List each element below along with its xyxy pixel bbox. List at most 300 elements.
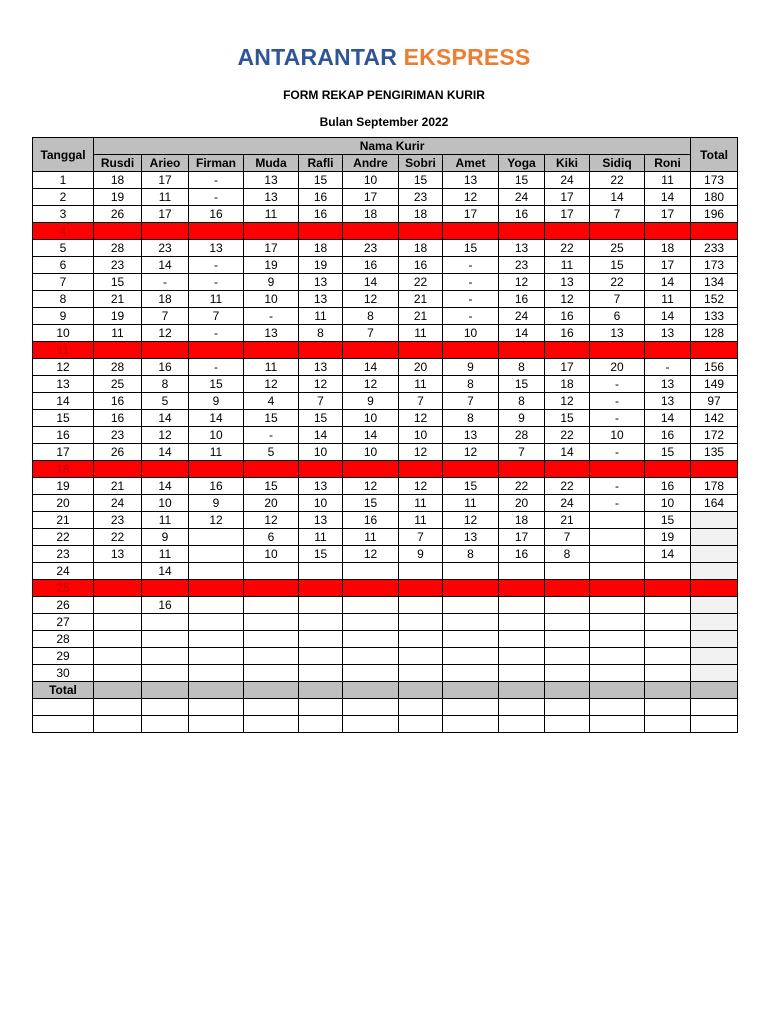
delivery-count-cell: 15 <box>443 478 499 495</box>
table-body <box>33 172 738 733</box>
courier-name-header: Rafli <box>299 155 343 172</box>
delivery-count-cell <box>189 529 244 546</box>
delivery-count-cell: 17 <box>545 359 590 376</box>
delivery-count-cell: 23 <box>343 240 399 257</box>
delivery-count-cell <box>545 563 590 580</box>
row-total-cell: 133 <box>691 308 738 325</box>
delivery-count-cell <box>142 580 189 597</box>
delivery-count-cell: 10 <box>189 427 244 444</box>
delivery-count-cell: 12 <box>343 478 399 495</box>
delivery-count-cell: 13 <box>299 512 343 529</box>
company-name-part2: EKSPRESS <box>403 44 531 70</box>
delivery-count-cell <box>244 648 299 665</box>
tanggal-header: Tanggal <box>33 138 94 172</box>
delivery-count-cell <box>499 614 545 631</box>
delivery-count-cell <box>94 461 142 478</box>
delivery-count-cell: 10 <box>299 495 343 512</box>
delivery-count-cell <box>443 580 499 597</box>
blank-cell <box>94 699 142 716</box>
delivery-count-cell <box>244 631 299 648</box>
delivery-count-cell: 14 <box>645 410 691 427</box>
delivery-count-cell <box>499 461 545 478</box>
date-cell: 13 <box>33 376 94 393</box>
form-subtitle: FORM REKAP PENGIRIMAN KURIR <box>283 88 485 102</box>
row-total-cell: 134 <box>691 274 738 291</box>
delivery-count-cell <box>443 563 499 580</box>
row-total-cell <box>691 223 738 240</box>
delivery-count-cell: 12 <box>244 376 299 393</box>
blank-cell <box>691 699 738 716</box>
delivery-count-cell: - <box>590 478 645 495</box>
delivery-count-cell: 22 <box>399 274 443 291</box>
delivery-count-cell: 17 <box>545 189 590 206</box>
delivery-count-cell <box>94 631 142 648</box>
delivery-count-cell: 12 <box>443 189 499 206</box>
delivery-count-cell: 11 <box>399 376 443 393</box>
delivery-count-cell <box>189 546 244 563</box>
delivery-count-cell: 22 <box>94 529 142 546</box>
total-header: Total <box>691 138 738 172</box>
delivery-count-cell: 13 <box>299 478 343 495</box>
blank-cell <box>499 716 545 733</box>
delivery-count-cell: 9 <box>443 359 499 376</box>
row-total-cell <box>691 563 738 580</box>
delivery-count-cell: 13 <box>443 529 499 546</box>
delivery-count-cell: - <box>244 308 299 325</box>
delivery-count-cell <box>590 648 645 665</box>
delivery-count-cell: 13 <box>94 546 142 563</box>
delivery-count-cell: 16 <box>645 478 691 495</box>
delivery-count-cell: 15 <box>299 172 343 189</box>
delivery-count-cell <box>590 597 645 614</box>
delivery-count-cell: 10 <box>343 172 399 189</box>
delivery-count-cell <box>590 223 645 240</box>
delivery-count-cell: 12 <box>244 512 299 529</box>
date-cell: 25 <box>33 580 94 597</box>
delivery-count-cell <box>399 665 443 682</box>
delivery-count-cell: 13 <box>645 393 691 410</box>
delivery-count-cell: 14 <box>590 189 645 206</box>
row-total-cell: 97 <box>691 393 738 410</box>
courier-name-header: Yoga <box>499 155 545 172</box>
delivery-count-cell: - <box>189 359 244 376</box>
delivery-count-cell <box>94 614 142 631</box>
footer-total-row <box>33 682 738 699</box>
footer-total-cell <box>343 682 399 699</box>
delivery-count-cell: 26 <box>94 206 142 223</box>
delivery-count-cell: 23 <box>399 189 443 206</box>
table-row <box>33 376 738 393</box>
delivery-count-cell: 14 <box>142 563 189 580</box>
delivery-count-cell: 14 <box>142 410 189 427</box>
delivery-count-cell: 4 <box>244 393 299 410</box>
table-row <box>33 325 738 342</box>
footer-total-cell <box>399 682 443 699</box>
delivery-count-cell: 15 <box>189 376 244 393</box>
footer-total-cell <box>590 682 645 699</box>
header-row-group <box>33 138 738 155</box>
delivery-count-cell: 24 <box>499 189 545 206</box>
delivery-count-cell: 22 <box>590 274 645 291</box>
delivery-count-cell: 8 <box>499 359 545 376</box>
delivery-count-cell: 7 <box>399 393 443 410</box>
delivery-count-cell: 16 <box>94 410 142 427</box>
table-row <box>33 410 738 427</box>
delivery-count-cell <box>299 614 343 631</box>
courier-name-header: Roni <box>645 155 691 172</box>
delivery-count-cell: 18 <box>343 206 399 223</box>
blank-cell <box>343 716 399 733</box>
delivery-count-cell <box>399 580 443 597</box>
delivery-count-cell: - <box>590 495 645 512</box>
blank-cell <box>244 716 299 733</box>
blank-cell <box>94 716 142 733</box>
delivery-count-cell: 15 <box>343 495 399 512</box>
delivery-count-cell <box>244 461 299 478</box>
delivery-count-cell <box>94 223 142 240</box>
delivery-count-cell: 14 <box>343 359 399 376</box>
delivery-count-cell <box>142 631 189 648</box>
delivery-count-cell: 14 <box>499 325 545 342</box>
period-label: Bulan September 2022 <box>319 115 449 129</box>
delivery-count-cell: 14 <box>343 274 399 291</box>
delivery-count-cell: 8 <box>343 308 399 325</box>
delivery-count-cell: 11 <box>645 172 691 189</box>
blank-cell <box>545 716 590 733</box>
row-total-cell: 128 <box>691 325 738 342</box>
table-row <box>33 172 738 189</box>
delivery-count-cell <box>399 597 443 614</box>
delivery-count-cell <box>244 614 299 631</box>
delivery-count-cell: 15 <box>244 478 299 495</box>
delivery-count-cell: 14 <box>142 444 189 461</box>
delivery-count-cell: 15 <box>590 257 645 274</box>
delivery-count-cell: 21 <box>94 478 142 495</box>
row-total-cell <box>691 342 738 359</box>
delivery-count-cell <box>189 461 244 478</box>
delivery-count-cell <box>645 648 691 665</box>
delivery-count-cell: 16 <box>545 325 590 342</box>
row-total-cell: 172 <box>691 427 738 444</box>
delivery-count-cell <box>545 631 590 648</box>
row-total-cell <box>691 597 738 614</box>
delivery-count-cell: 16 <box>645 427 691 444</box>
delivery-count-cell: 22 <box>499 478 545 495</box>
delivery-count-cell: 10 <box>244 291 299 308</box>
delivery-count-cell: 7 <box>499 444 545 461</box>
delivery-count-cell <box>545 648 590 665</box>
delivery-count-cell <box>499 342 545 359</box>
date-cell: 11 <box>33 342 94 359</box>
delivery-count-cell <box>443 597 499 614</box>
delivery-count-cell: - <box>189 189 244 206</box>
delivery-count-cell: - <box>590 376 645 393</box>
delivery-count-cell: 11 <box>645 291 691 308</box>
delivery-count-cell <box>142 223 189 240</box>
holiday-row <box>33 342 738 359</box>
delivery-count-cell: 5 <box>142 393 189 410</box>
delivery-count-cell <box>94 563 142 580</box>
date-cell: 22 <box>33 529 94 546</box>
delivery-count-cell <box>645 631 691 648</box>
delivery-count-cell <box>545 342 590 359</box>
delivery-count-cell <box>590 665 645 682</box>
delivery-count-cell <box>499 563 545 580</box>
delivery-count-cell: 21 <box>545 512 590 529</box>
delivery-count-cell: 11 <box>343 529 399 546</box>
delivery-count-cell: 18 <box>499 512 545 529</box>
delivery-count-cell: 12 <box>499 274 545 291</box>
blank-cell <box>299 716 343 733</box>
delivery-count-cell: 14 <box>142 478 189 495</box>
delivery-count-cell <box>299 563 343 580</box>
delivery-count-cell: 13 <box>645 376 691 393</box>
delivery-count-cell <box>299 342 343 359</box>
footer-total-cell <box>142 682 189 699</box>
delivery-count-cell: 8 <box>443 376 499 393</box>
delivery-count-cell: 11 <box>244 359 299 376</box>
delivery-count-cell: 16 <box>499 291 545 308</box>
blank-cell <box>33 699 94 716</box>
delivery-count-cell <box>343 597 399 614</box>
courier-name-header: Amet <box>443 155 499 172</box>
delivery-count-cell <box>299 580 343 597</box>
company-title <box>0 44 768 71</box>
delivery-count-cell: 23 <box>94 512 142 529</box>
delivery-count-cell: 19 <box>94 189 142 206</box>
table-row <box>33 308 738 325</box>
row-total-cell <box>691 614 738 631</box>
delivery-count-cell <box>443 665 499 682</box>
delivery-count-cell: 12 <box>443 444 499 461</box>
footer-total-cell <box>189 682 244 699</box>
date-cell: 24 <box>33 563 94 580</box>
date-cell: 12 <box>33 359 94 376</box>
delivery-count-cell <box>189 223 244 240</box>
delivery-count-cell: 18 <box>645 240 691 257</box>
delivery-count-cell: - <box>645 359 691 376</box>
delivery-count-cell: 13 <box>590 325 645 342</box>
delivery-count-cell <box>94 665 142 682</box>
delivery-count-cell <box>590 512 645 529</box>
delivery-count-cell <box>399 461 443 478</box>
delivery-count-cell <box>142 342 189 359</box>
blank-cell <box>299 699 343 716</box>
delivery-count-cell: 24 <box>94 495 142 512</box>
table-row <box>33 648 738 665</box>
footer-total-cell <box>545 682 590 699</box>
delivery-count-cell: - <box>189 172 244 189</box>
delivery-count-cell: 20 <box>499 495 545 512</box>
delivery-count-cell: 15 <box>399 172 443 189</box>
table-row <box>33 189 738 206</box>
row-total-cell: 152 <box>691 291 738 308</box>
company-name-part1: ANTARANTAR <box>237 44 398 70</box>
delivery-count-cell: 15 <box>645 444 691 461</box>
delivery-count-cell: - <box>443 257 499 274</box>
delivery-count-cell: 9 <box>142 529 189 546</box>
delivery-count-cell <box>645 614 691 631</box>
blank-cell <box>691 716 738 733</box>
delivery-count-cell: 21 <box>399 308 443 325</box>
delivery-count-cell <box>299 223 343 240</box>
delivery-count-cell <box>189 580 244 597</box>
courier-name-header: Sobri <box>399 155 443 172</box>
delivery-count-cell <box>545 665 590 682</box>
date-cell: 20 <box>33 495 94 512</box>
delivery-count-cell: 14 <box>645 189 691 206</box>
row-total-cell: 135 <box>691 444 738 461</box>
delivery-count-cell: 14 <box>142 257 189 274</box>
delivery-count-cell: 13 <box>545 274 590 291</box>
date-cell: 10 <box>33 325 94 342</box>
delivery-count-cell: 7 <box>590 291 645 308</box>
delivery-count-cell: 18 <box>545 376 590 393</box>
blank-cell <box>244 699 299 716</box>
date-cell: 28 <box>33 631 94 648</box>
delivery-count-cell: 13 <box>244 325 299 342</box>
delivery-count-cell <box>142 665 189 682</box>
delivery-count-cell: 17 <box>645 257 691 274</box>
table-row <box>33 614 738 631</box>
blank-row <box>33 716 738 733</box>
delivery-count-cell: 16 <box>189 206 244 223</box>
blank-cell <box>590 716 645 733</box>
delivery-count-cell: 23 <box>94 427 142 444</box>
delivery-count-cell <box>399 614 443 631</box>
delivery-count-cell <box>399 342 443 359</box>
delivery-count-cell: 21 <box>399 291 443 308</box>
delivery-count-cell <box>189 342 244 359</box>
delivery-count-cell: 10 <box>645 495 691 512</box>
footer-total-cell <box>691 682 738 699</box>
delivery-count-cell: 7 <box>443 393 499 410</box>
delivery-count-cell: 7 <box>299 393 343 410</box>
delivery-count-cell <box>499 648 545 665</box>
date-cell: 26 <box>33 597 94 614</box>
delivery-count-cell: 15 <box>545 410 590 427</box>
footer-total-cell <box>299 682 343 699</box>
delivery-count-cell: 16 <box>499 546 545 563</box>
delivery-count-cell: 22 <box>590 172 645 189</box>
delivery-count-cell: 20 <box>399 359 443 376</box>
delivery-count-cell <box>443 461 499 478</box>
date-cell: 18 <box>33 461 94 478</box>
delivery-count-cell: 15 <box>645 512 691 529</box>
row-total-cell: 233 <box>691 240 738 257</box>
delivery-count-cell: 11 <box>299 529 343 546</box>
delivery-count-cell <box>299 648 343 665</box>
table-row <box>33 206 738 223</box>
row-total-cell <box>691 512 738 529</box>
date-cell: 9 <box>33 308 94 325</box>
table-row <box>33 291 738 308</box>
delivery-count-cell: 6 <box>244 529 299 546</box>
courier-name-header: Arieo <box>142 155 189 172</box>
delivery-count-cell: 14 <box>343 427 399 444</box>
blank-cell <box>590 699 645 716</box>
delivery-count-cell <box>590 461 645 478</box>
delivery-count-cell <box>399 631 443 648</box>
delivery-count-cell: 23 <box>142 240 189 257</box>
delivery-count-cell <box>244 342 299 359</box>
table-row <box>33 478 738 495</box>
delivery-count-cell: 9 <box>399 546 443 563</box>
delivery-count-cell: 11 <box>443 495 499 512</box>
delivery-count-cell <box>142 461 189 478</box>
delivery-count-cell: 19 <box>244 257 299 274</box>
delivery-count-cell: 26 <box>94 444 142 461</box>
delivery-count-cell <box>299 461 343 478</box>
table-row <box>33 631 738 648</box>
delivery-count-cell: 19 <box>299 257 343 274</box>
delivery-count-cell <box>189 665 244 682</box>
delivery-count-cell: 10 <box>399 427 443 444</box>
row-total-cell <box>691 665 738 682</box>
delivery-count-cell: 18 <box>142 291 189 308</box>
blank-cell <box>499 699 545 716</box>
delivery-count-cell: 16 <box>299 189 343 206</box>
delivery-count-cell <box>244 665 299 682</box>
delivery-count-cell <box>343 580 399 597</box>
delivery-count-cell: 11 <box>299 308 343 325</box>
delivery-count-cell: 7 <box>142 308 189 325</box>
delivery-count-cell: - <box>443 308 499 325</box>
delivery-count-cell: 16 <box>299 206 343 223</box>
delivery-count-cell: 16 <box>545 308 590 325</box>
courier-name-header: Muda <box>244 155 299 172</box>
date-cell: 30 <box>33 665 94 682</box>
delivery-count-cell: 15 <box>244 410 299 427</box>
table-row <box>33 359 738 376</box>
table-row <box>33 274 738 291</box>
delivery-count-cell: 20 <box>590 359 645 376</box>
delivery-count-cell: 16 <box>343 512 399 529</box>
date-cell: 7 <box>33 274 94 291</box>
footer-total-cell <box>443 682 499 699</box>
blank-cell <box>399 716 443 733</box>
delivery-count-cell: - <box>443 274 499 291</box>
delivery-count-cell: 13 <box>299 274 343 291</box>
delivery-count-cell <box>94 648 142 665</box>
delivery-count-cell <box>590 614 645 631</box>
delivery-count-cell <box>590 580 645 597</box>
delivery-count-cell <box>443 614 499 631</box>
delivery-count-cell: 22 <box>545 427 590 444</box>
delivery-count-cell: 10 <box>142 495 189 512</box>
holiday-row <box>33 461 738 478</box>
footer-total-cell <box>94 682 142 699</box>
table-row <box>33 597 738 614</box>
date-cell: 1 <box>33 172 94 189</box>
delivery-count-cell <box>499 631 545 648</box>
delivery-count-cell <box>545 614 590 631</box>
delivery-count-cell <box>189 648 244 665</box>
delivery-count-cell: 28 <box>94 240 142 257</box>
table-row <box>33 546 738 563</box>
delivery-count-cell: 11 <box>142 189 189 206</box>
delivery-count-cell: 9 <box>189 393 244 410</box>
delivery-count-cell: 10 <box>244 546 299 563</box>
date-cell: 4 <box>33 223 94 240</box>
delivery-count-cell: 7 <box>590 206 645 223</box>
delivery-count-cell: 28 <box>499 427 545 444</box>
row-total-cell: 142 <box>691 410 738 427</box>
delivery-count-cell: 17 <box>244 240 299 257</box>
courier-name-header: Sidiq <box>590 155 645 172</box>
delivery-count-cell: - <box>189 274 244 291</box>
delivery-count-cell: 15 <box>94 274 142 291</box>
